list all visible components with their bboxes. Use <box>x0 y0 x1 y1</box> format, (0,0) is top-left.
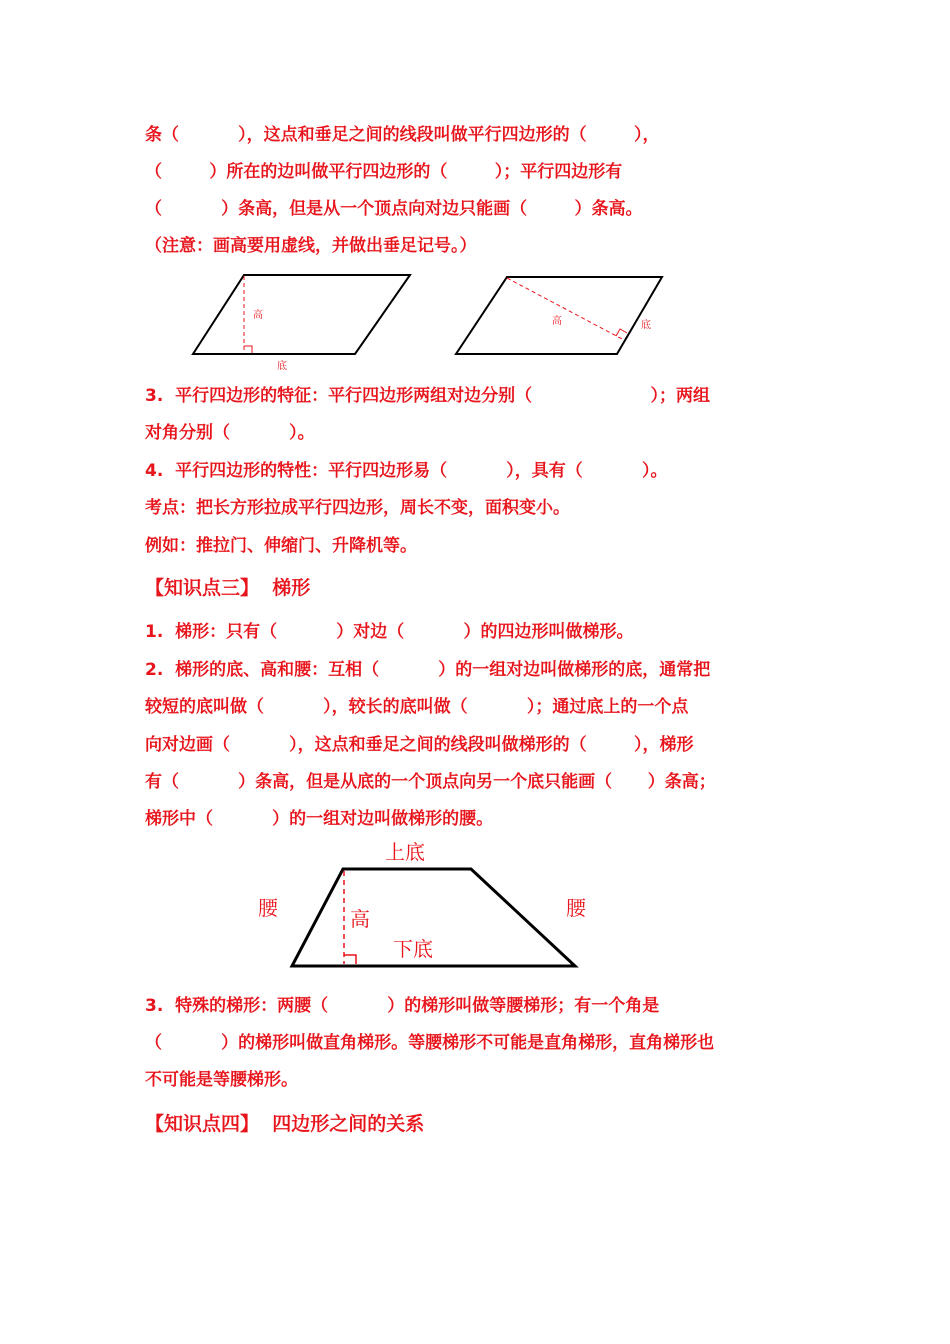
height-label: 高 <box>552 316 562 327</box>
text-line: 1. 梯形：只有（ ）对边（ ）的四边形叫做梯形。 <box>145 622 634 642</box>
trapezoid-figure <box>250 835 610 975</box>
text-line: 4. 平行四边形的特性：平行四边形易（ ），具有（ ）。 <box>145 461 668 481</box>
base-label: 底 <box>641 320 651 331</box>
text-line: （注意：画高要用虚线，并做出垂足记号。） <box>145 236 477 256</box>
height-line <box>507 278 624 340</box>
text-line: （ ）条高，但是从一个顶点向对边只能画（ ）条高。 <box>145 199 643 219</box>
section-heading: 【知识点四】 四边形之间的关系 <box>145 1113 425 1135</box>
text-line: 有（ ）条高，但是从底的一个顶点向另一个底只能画（ ）条高； <box>145 772 716 792</box>
text-line: 条（ ），这点和垂足之间的线段叫做平行四边形的（ ）， <box>145 125 660 145</box>
parallelogram-shape <box>193 275 410 354</box>
text-line: 考点：把长方形拉成平行四边形，周长不变，面积变小。 <box>145 498 570 518</box>
parallelogram-figure-2 <box>450 268 680 368</box>
trapezoid-shape <box>292 869 575 966</box>
height-label: 高 <box>350 907 370 931</box>
left-leg-label: 腰 <box>258 896 278 920</box>
right-angle-mark <box>344 955 356 964</box>
text-line: 梯形中（ ）的一组对边叫做梯形的腰。 <box>145 809 494 829</box>
top-base-label: 上底 <box>385 840 425 864</box>
text-line: 较短的底叫做（ ），较长的底叫做（ ）；通过底上的一个点 <box>145 697 689 717</box>
parallelogram-figure-1 <box>185 268 425 378</box>
text-line: 例如：推拉门、伸缩门、升降机等。 <box>145 536 417 556</box>
text-line: 3. 平行四边形的特征：平行四边形两组对边分别（ ）；两组 <box>145 386 710 406</box>
text-line: 不可能是等腰梯形。 <box>145 1070 298 1090</box>
right-angle-mark <box>616 329 627 336</box>
height-label: 高 <box>253 310 263 321</box>
text-line: （ ）所在的边叫做平行四边形的（ ）；平行四边形有 <box>145 162 623 182</box>
text-line: 2. 梯形的底、高和腰：互相（ ）的一组对边叫做梯形的底，通常把 <box>145 660 711 680</box>
text-line: （ ）的梯形叫做直角梯形。等腰梯形不可能是直角梯形，直角梯形也 <box>145 1033 715 1053</box>
text-line: 3. 特殊的梯形：两腰（ ）的梯形叫做等腰梯形；有一个角是 <box>145 996 660 1016</box>
right-angle-mark <box>244 346 252 353</box>
bottom-base-label: 下底 <box>393 937 433 961</box>
right-leg-label: 腰 <box>566 896 586 920</box>
text-line: 向对边画（ ），这点和垂足之间的线段叫做梯形的（ ），梯形 <box>145 735 694 755</box>
base-label: 底 <box>277 361 287 372</box>
section-heading: 【知识点三】 梯形 <box>145 577 311 599</box>
text-line: 对角分别（ ）。 <box>145 423 315 443</box>
